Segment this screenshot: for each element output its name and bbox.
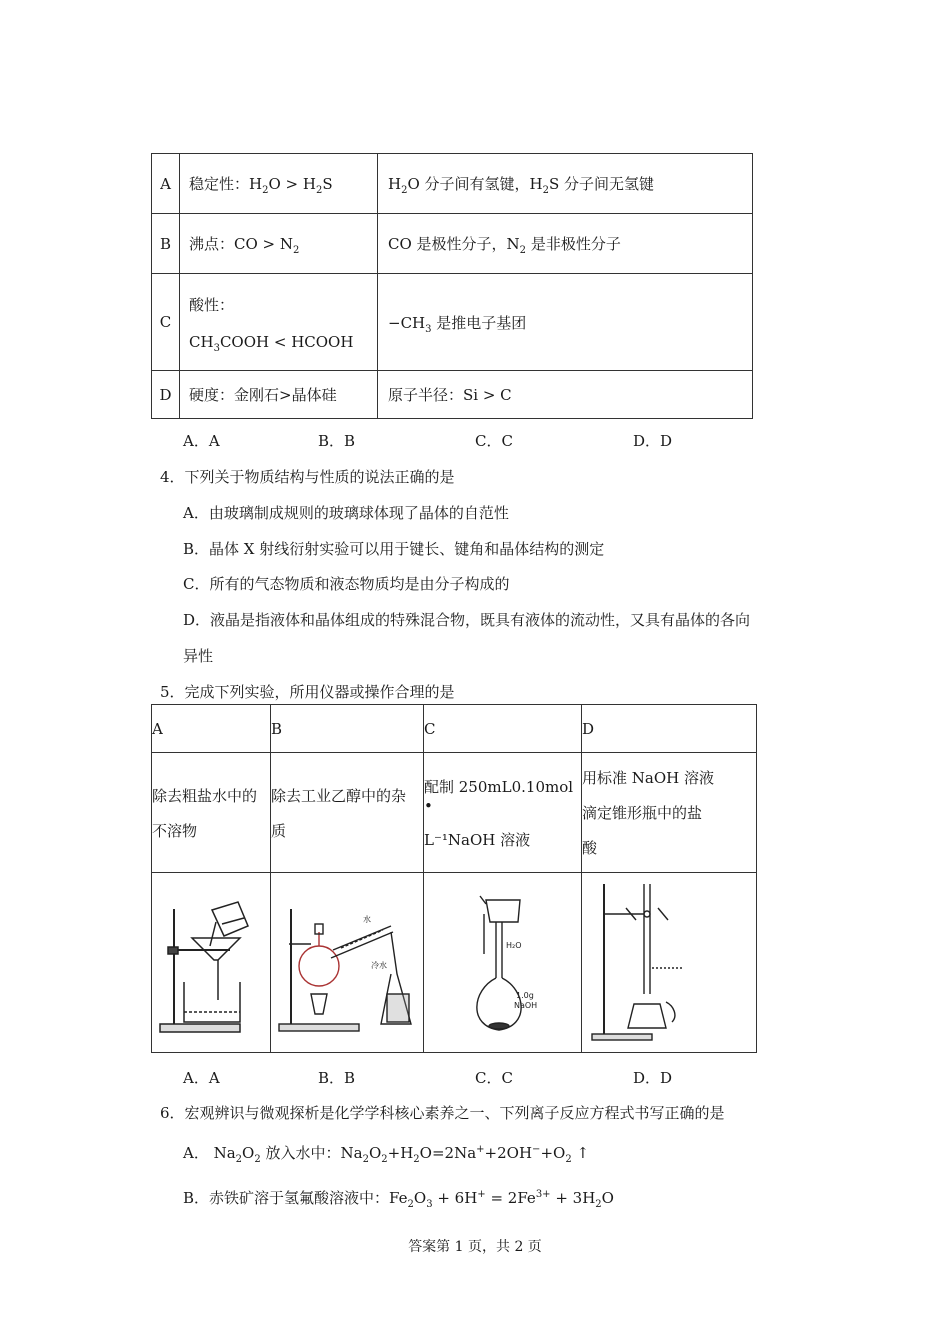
- option-d[interactable]: D．D: [633, 432, 673, 450]
- page-footer: 答案第 1 页，共 2 页: [408, 1239, 542, 1255]
- table-row: [152, 753, 757, 873]
- question-6-stem: 6．宏观辨识与微观探析是化学学科核心素养之一、下列离子反应方程式书写正确的是: [160, 1104, 725, 1122]
- experiment-table: [151, 704, 757, 1053]
- header-a: A: [152, 705, 271, 753]
- desc-line: 酸: [582, 839, 598, 857]
- q6-option-a[interactable]: A． $Na_2O_2$ 放入水中：$Na_2O_2+H_2O=2Na^++2OH^-+O_2$ ↑: [183, 1144, 590, 1165]
- row-key: B: [152, 214, 180, 274]
- option-b[interactable]: B．B: [318, 432, 356, 450]
- filtration-apparatus-icon: [152, 874, 270, 1052]
- table-header-row: [152, 705, 757, 753]
- question-4-stem: 4．下列关于物质结构与性质的说法正确的是: [160, 468, 455, 486]
- table-row: [152, 154, 753, 214]
- row-reason: $H_2O$ 分子间有氢键，$H_2S$ 分子间无氢键: [378, 154, 753, 214]
- question-5-stem: 5．完成下列实验，所用仪器或操作合理的是: [160, 683, 455, 701]
- desc-line: 除去工业乙醇中的杂: [271, 786, 407, 805]
- q4-option-d[interactable]: D．液晶是指液体和晶体组成的特殊混合物，既具有液体的流动性，又具有晶体的各向: [183, 611, 751, 629]
- table-row: [152, 873, 757, 1053]
- row-key: C: [152, 274, 180, 371]
- water-label: 水: [363, 914, 371, 924]
- desc-b: [271, 753, 424, 873]
- header-d: D: [582, 705, 757, 753]
- q4-option-b[interactable]: B．晶体 X 射线衍射实验可以用于键长、键角和晶体结构的测定: [183, 540, 605, 558]
- table-row: [152, 214, 753, 274]
- apparatus-a: [152, 873, 271, 1053]
- option-d[interactable]: D．D: [633, 1069, 673, 1087]
- volumetric-flask-icon: [424, 874, 581, 1052]
- option-a[interactable]: A．A: [183, 1069, 220, 1087]
- q4-option-a[interactable]: A．由玻璃制成规则的玻璃球体现了晶体的自范性: [183, 504, 509, 522]
- naoh-mass-label: 1.0g: [516, 990, 534, 1000]
- q4-option-c[interactable]: C．所有的气态物质和液态物质均是由分子构成的: [183, 575, 510, 593]
- comparison-table: [151, 153, 753, 419]
- distillation-apparatus-icon: [271, 874, 423, 1052]
- desc-a: [152, 753, 271, 873]
- header-b: B: [271, 705, 424, 753]
- row-key: D: [152, 371, 180, 419]
- titration-apparatus-icon: [582, 874, 727, 1052]
- row-reason: 原子半径：Si > C: [378, 371, 753, 419]
- row-key: A: [152, 154, 180, 214]
- desc-line: 质: [271, 821, 287, 840]
- apparatus-c: [424, 873, 582, 1053]
- row-fact: 硬度：金刚石>晶体硅: [180, 371, 378, 419]
- table-row: [152, 274, 753, 371]
- row-fact: [180, 274, 378, 371]
- desc-line: 除去粗盐水中的: [152, 786, 258, 805]
- desc-line: 用标准 NaOH 溶液: [582, 769, 714, 787]
- option-c[interactable]: C．C: [475, 1069, 513, 1087]
- desc-line: 不溶物: [152, 821, 198, 840]
- desc-d: [582, 753, 757, 873]
- option-c[interactable]: C．C: [475, 432, 513, 450]
- row-fact: 稳定性：$H_2O > H_2S$: [180, 154, 378, 214]
- row-reason: $-CH_3$ 是推电子基团: [378, 274, 753, 371]
- cold-water-label: 冷水: [371, 960, 387, 970]
- option-a[interactable]: A．A: [183, 432, 220, 450]
- apparatus-b: [271, 873, 424, 1053]
- apparatus-d: [582, 873, 757, 1053]
- q6-option-b[interactable]: B．赤铁矿溶于氢氟酸溶液中：$Fe_2O_3 + 6H^+ = 2Fe^{3+} + 3H_2O$: [183, 1189, 614, 1210]
- desc-line: 滴定锥形瓶中的盐: [582, 804, 703, 822]
- table-row: [152, 371, 753, 419]
- q4-option-d-continued: 异性: [183, 647, 214, 665]
- fact-line: $CH_3COOH$ < HCOOH: [189, 332, 354, 354]
- desc-line: 配制 250mL0.10mol •: [424, 777, 574, 815]
- h2o-label: H₂O: [506, 940, 522, 950]
- header-c: C: [424, 705, 582, 753]
- naoh-label: NaOH: [514, 1000, 538, 1010]
- desc-c: [424, 753, 582, 873]
- row-fact: 沸点：CO > $N_2$: [180, 214, 378, 274]
- fact-line: 酸性：: [189, 295, 235, 314]
- desc-line: L⁻¹NaOH 溶液: [424, 830, 531, 849]
- row-reason: CO 是极性分子，$N_2$ 是非极性分子: [378, 214, 753, 274]
- option-b[interactable]: B．B: [318, 1069, 356, 1087]
